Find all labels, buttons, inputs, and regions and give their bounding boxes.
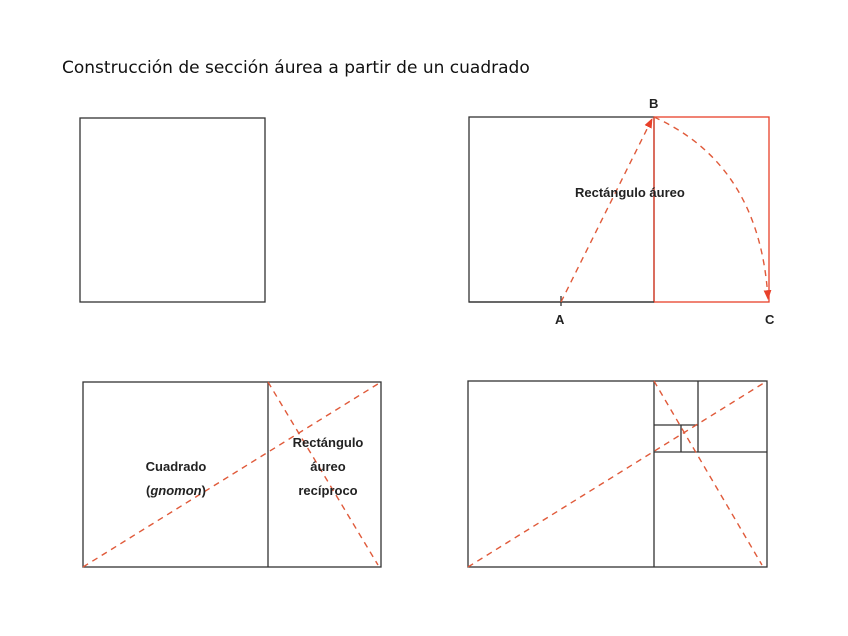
arc-arrow-bc	[654, 117, 768, 299]
square-label: Cuadrado	[145, 459, 207, 474]
reciprocal-label-line3: recíproco	[298, 483, 358, 498]
gnomon-close-paren: )	[201, 483, 206, 498]
diagonal-arrow-ab	[561, 119, 652, 302]
panel-square	[80, 118, 265, 302]
square-outline	[80, 118, 265, 302]
page-title: Construcción de sección áurea a partir de un cuadrado	[62, 58, 530, 78]
panel-golden-rectangle-construction	[469, 96, 775, 327]
main-diagonal	[468, 381, 767, 567]
panel-gnomon-reciprocal	[83, 382, 381, 567]
gnomon-label	[146, 483, 206, 498]
point-b-label: B	[649, 96, 659, 111]
construction-square	[469, 117, 654, 302]
reciprocal-label-line1: Rectángulo	[292, 435, 364, 450]
point-a-label: A	[555, 312, 565, 327]
golden-extension-rectangle	[654, 117, 769, 302]
golden-rectangle-label: Rectángulo áureo	[575, 185, 685, 200]
reciprocal-diagonal	[654, 381, 762, 565]
main-diagonal	[83, 382, 381, 567]
point-c-label: C	[765, 312, 775, 327]
panel-nested-golden-rectangles	[468, 381, 767, 567]
gnomon-word: gnomon	[150, 483, 202, 498]
gnomon-open-paren: (	[146, 483, 151, 498]
reciprocal-label-line2: áureo	[310, 459, 346, 474]
